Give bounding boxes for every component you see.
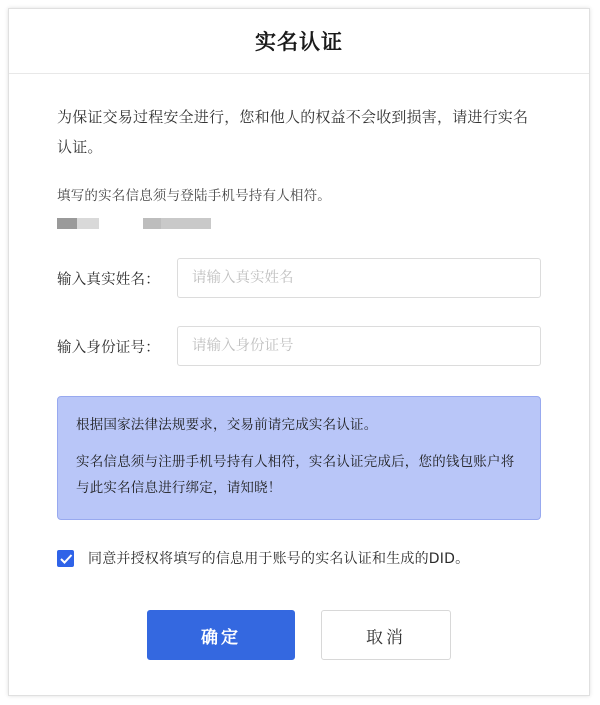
mask-block: [143, 218, 161, 229]
agreement-checkbox[interactable]: [57, 550, 74, 567]
id-number-field-row: [57, 326, 541, 366]
notice-line-2: 实名信息须与注册手机号持有人相符，实名认证完成后，您的钱包账户将与此实名信息进行绑定，请知晓！: [76, 454, 515, 496]
mask-block: [161, 218, 211, 229]
id-number-label: 输入身份证号：: [57, 339, 160, 356]
real-name-label: 输入真实姓名：: [57, 271, 160, 288]
real-name-field-row: [57, 258, 541, 298]
realname-verification-dialog: [8, 8, 590, 696]
notice-line-1: 根据国家法律法规要求，交易前请完成实名认证。: [76, 417, 378, 433]
confirm-button[interactable]: 确定: [147, 610, 295, 660]
id-number-input[interactable]: [177, 326, 541, 366]
intro-text: 为保证交易过程安全进行，您和他人的权益不会收到损害，请进行实名认证。: [57, 108, 529, 156]
agreement-label[interactable]: 同意并授权将填写的信息用于账号的实名认证和生成的DID。: [88, 551, 470, 567]
page-title: 实名认证: [255, 30, 343, 54]
dialog-header: [9, 9, 589, 74]
mask-spacer: [99, 218, 143, 229]
real-name-input[interactable]: [177, 258, 541, 298]
cancel-button[interactable]: 取消: [321, 610, 451, 660]
agreement-row[interactable]: [57, 548, 541, 568]
masked-account-info: [57, 216, 541, 230]
mask-block: [57, 218, 77, 229]
mask-block: [77, 218, 99, 229]
sub-note-text: 填写的实名信息须与登陆手机号持有人相符。: [57, 188, 331, 204]
dialog-body: [9, 74, 589, 660]
check-icon: [60, 554, 73, 565]
dialog-footer: [57, 610, 541, 660]
notice-box: [57, 396, 541, 520]
